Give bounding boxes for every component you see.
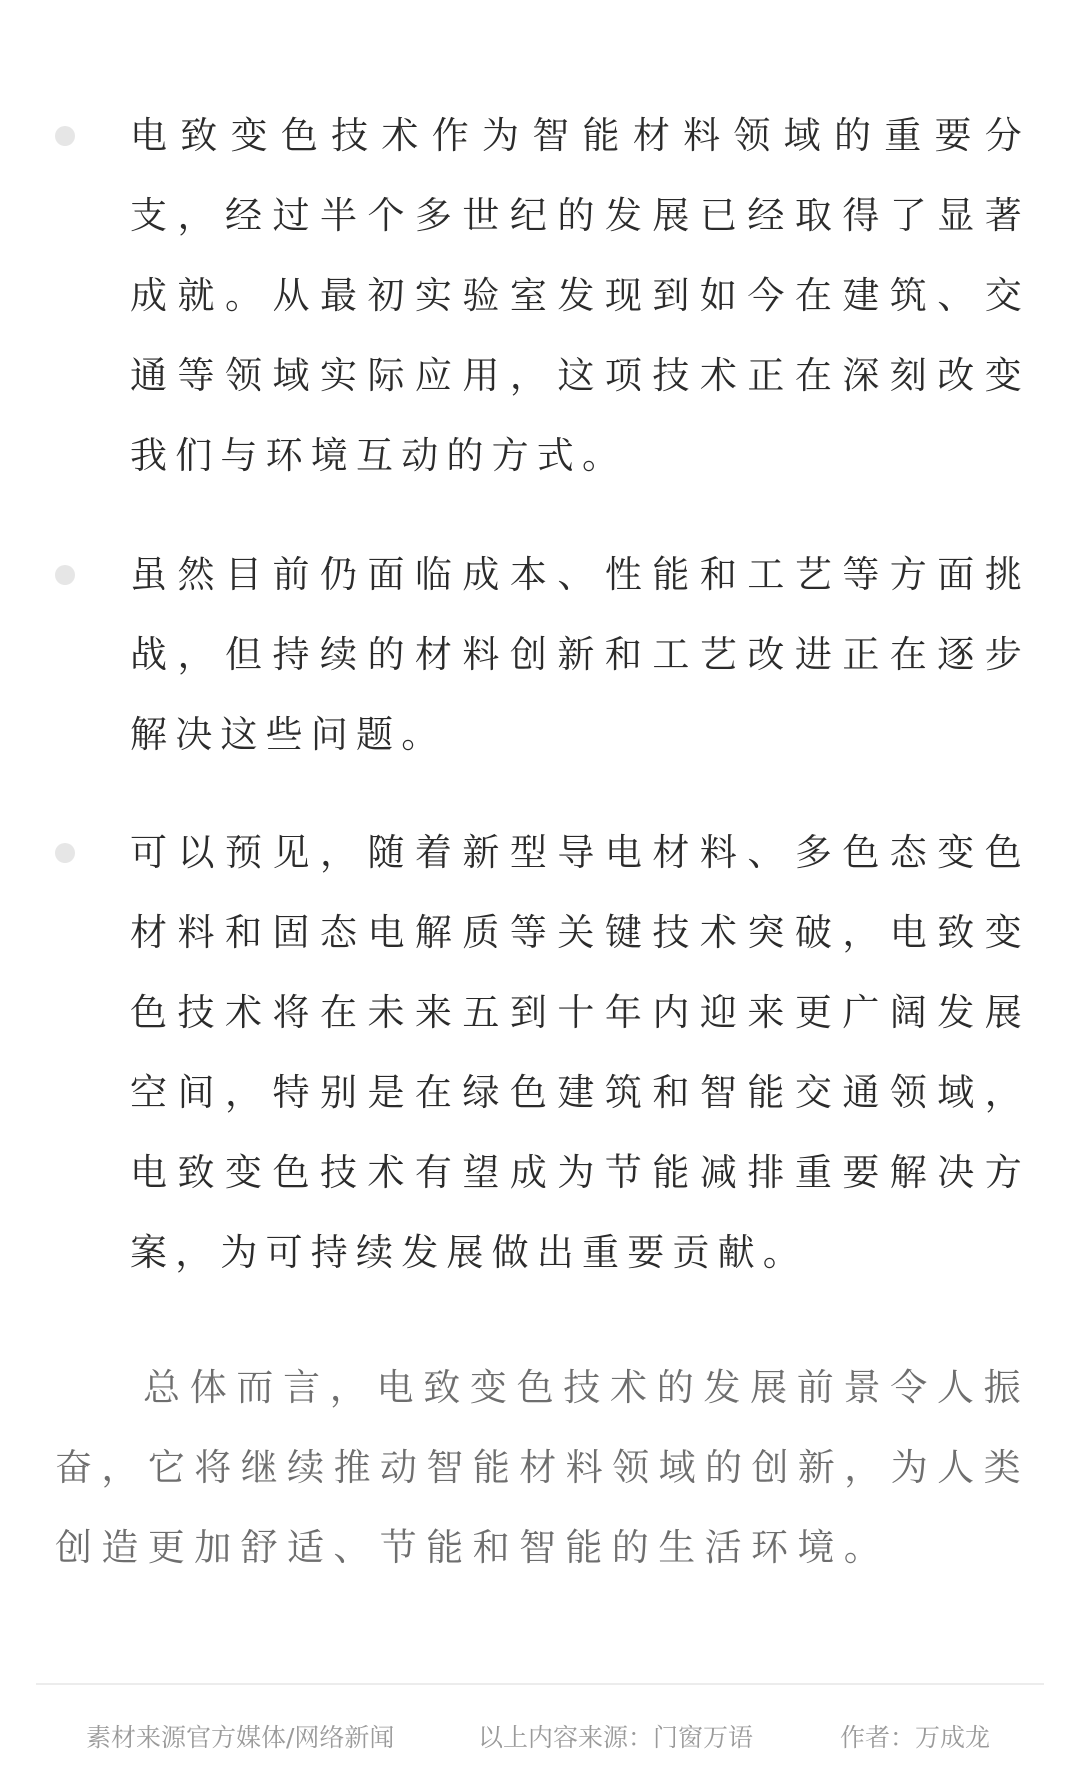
bullet-text: 电致变色技术作为智能材料领域的重要分支，经过半个多世纪的发展已经取得了显著成就。从最初实验室发现到如今在建筑、交通等领域实际应用，这项技术正在深刻改变我们与环境互动的方式。 (130, 114, 1030, 477)
footer-divider (36, 1683, 1044, 1685)
bullet-dot-icon (55, 126, 75, 146)
bullet-text: 虽然目前仍面临成本、性能和工艺等方面挑战，但持续的材料创新和工艺改进正在逐步解决这些问题。 (130, 553, 1030, 756)
summary-paragraph: 总体而言，电致变色技术的发展前景令人振奋，它将继续推动智能材料领域的创新，为人类创造更加舒适、节能和智能的生活环境。 (55, 1366, 1030, 1569)
bullet-dot-icon (55, 565, 75, 585)
article-footer (0, 1718, 1080, 1758)
bullet-dot-icon (55, 843, 75, 863)
footer-source: 素材来源官方媒体/网络新闻 (86, 1723, 395, 1752)
footer-content-source: 以上内容来源：门窗万语 (478, 1723, 754, 1752)
bullet-text: 可以预见，随着新型导电材料、多色态变色材料和固态电解质等关键技术突破，电致变色技术将在未来五到十年内迎来更广阔发展空间，特别是在绿色建筑和智能交通领域，电致变色技术有望成为节能减排重要解决方案，为可持续发展做出重要贡献。 (130, 831, 1030, 1274)
footer-author: 作者：万成龙 (840, 1723, 991, 1752)
